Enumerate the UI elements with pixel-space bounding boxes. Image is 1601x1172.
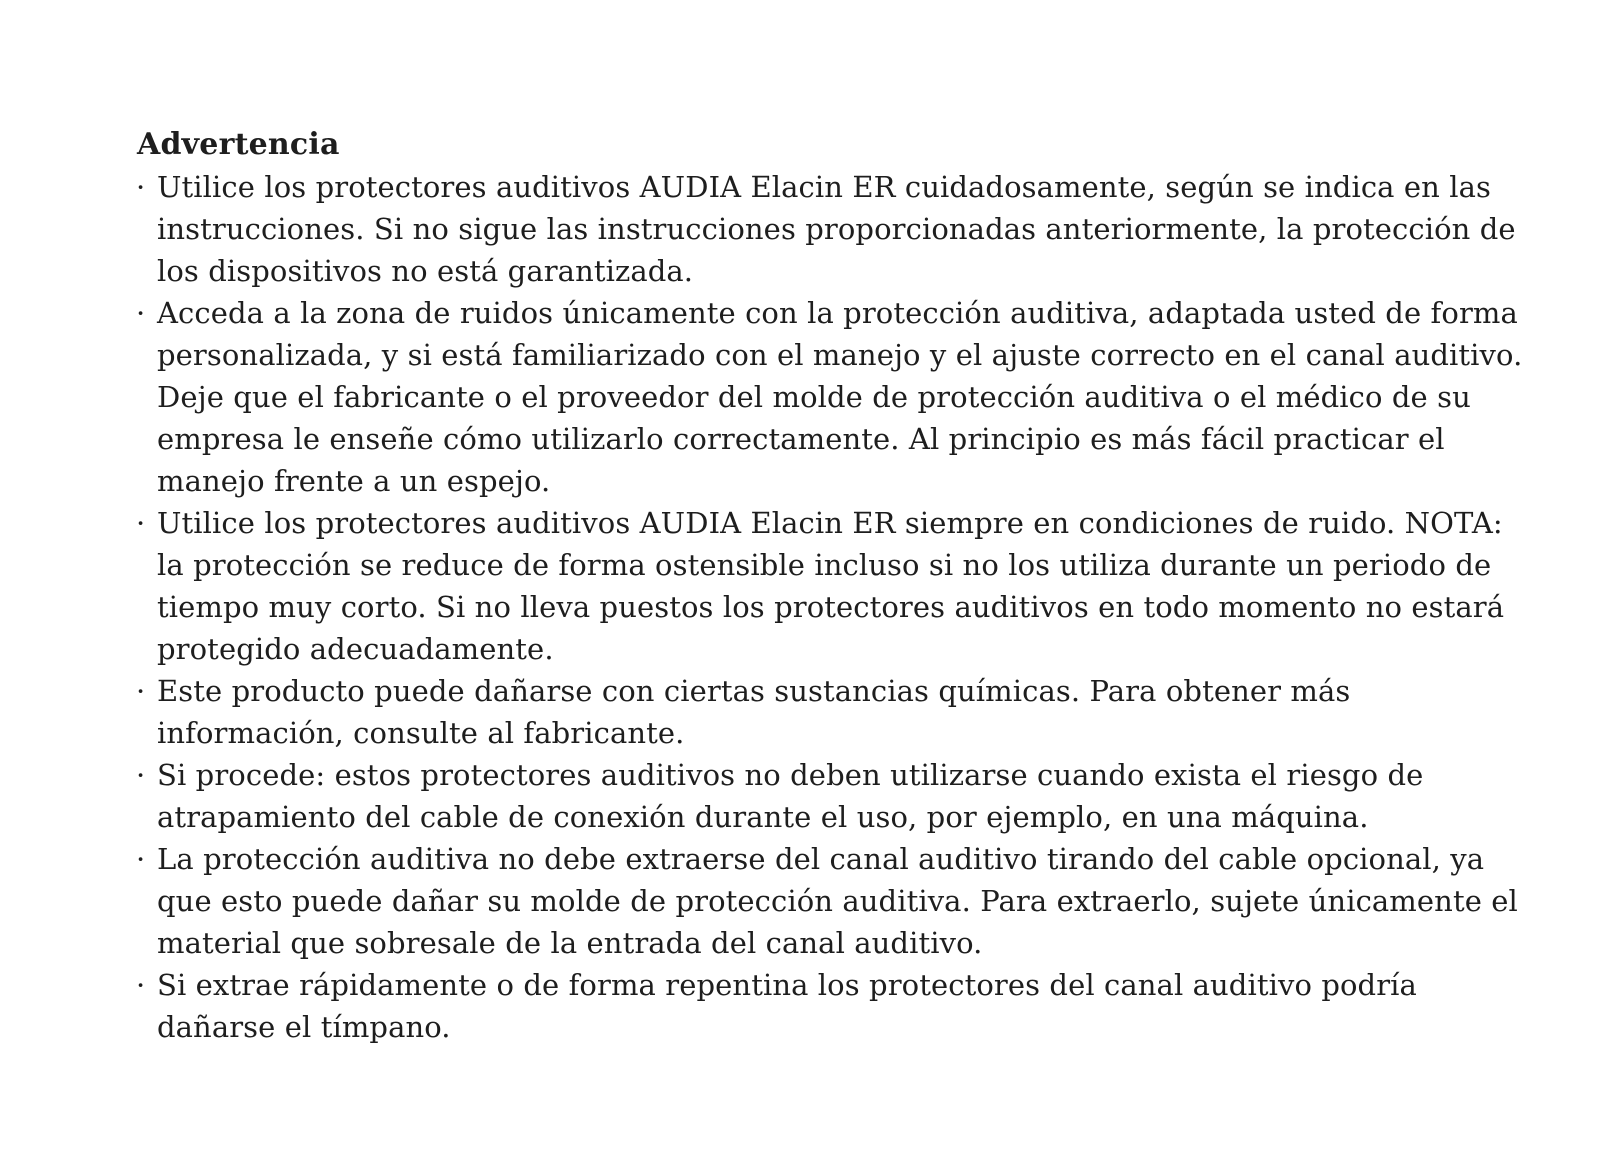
list-item xyxy=(137,166,1527,292)
list-item-text: La protección auditiva no debe extraerse del canal auditivo tirando del cable opcional, ya que esto puede dañar su molde de protección auditiva. Para extraerlo, sujete únicamente el material que sobresale de la entrada del canal auditivo. xyxy=(157,842,1518,960)
list-item-text: Utilice los protectores auditivos AUDIA Elacin ER cuidadosamente, según se indica en las instrucciones. Si no sigue las instrucciones proporcionadas anteriormente, la protección de los dispositivos no está garantizada. xyxy=(157,170,1516,288)
bullet-icon: · xyxy=(136,296,146,330)
list-item-text: Si procede: estos protectores auditivos no deben utilizarse cuando exista el riesgo de atrapamiento del cable de conexión durante el uso, por ejemplo, en una máquina. xyxy=(157,758,1424,834)
list-item xyxy=(137,754,1527,838)
list-item xyxy=(137,838,1527,964)
list-item-text: Acceda a la zona de ruidos únicamente con la protección auditiva, adaptada usted de forma personalizada, y si está familiarizado con el manejo y el ajuste correcto en el canal auditivo. Deje que el fabricante o el proveedor del molde de protección auditiva o el médico de su empresa le enseñe cómo utilizarlo correctamente. Al principio es más fácil practicar el manejo frente a un espejo. xyxy=(157,296,1523,498)
list-item-text: Este producto puede dañarse con ciertas sustancias químicas. Para obtener más información, consulte al fabricante. xyxy=(157,674,1351,750)
bullet-icon: · xyxy=(136,842,146,876)
section-heading: Advertencia xyxy=(137,127,340,162)
list-item-text: Utilice los protectores auditivos AUDIA Elacin ER siempre en condiciones de ruido. NOTA: la protección se reduce de forma ostensible incluso si no los utiliza durante un periodo de tiempo muy corto. Si no lleva puestos los protectores auditivos en todo momento no estará protegido adecuadamente. xyxy=(157,506,1505,666)
list-item xyxy=(137,292,1527,502)
bullet-icon: · xyxy=(136,674,146,708)
list-item xyxy=(137,964,1527,1048)
bullet-icon: · xyxy=(136,170,146,204)
bullet-icon: · xyxy=(136,758,146,792)
list-item-text: Si extrae rápidamente o de forma repentina los protectores del canal auditivo podría dañarse el tímpano. xyxy=(157,968,1417,1044)
bullet-icon: · xyxy=(136,506,146,540)
warning-section xyxy=(137,124,1527,1048)
bullet-icon: · xyxy=(136,968,146,1002)
list-item xyxy=(137,502,1527,670)
warning-list xyxy=(137,166,1527,1048)
list-item xyxy=(137,670,1527,754)
